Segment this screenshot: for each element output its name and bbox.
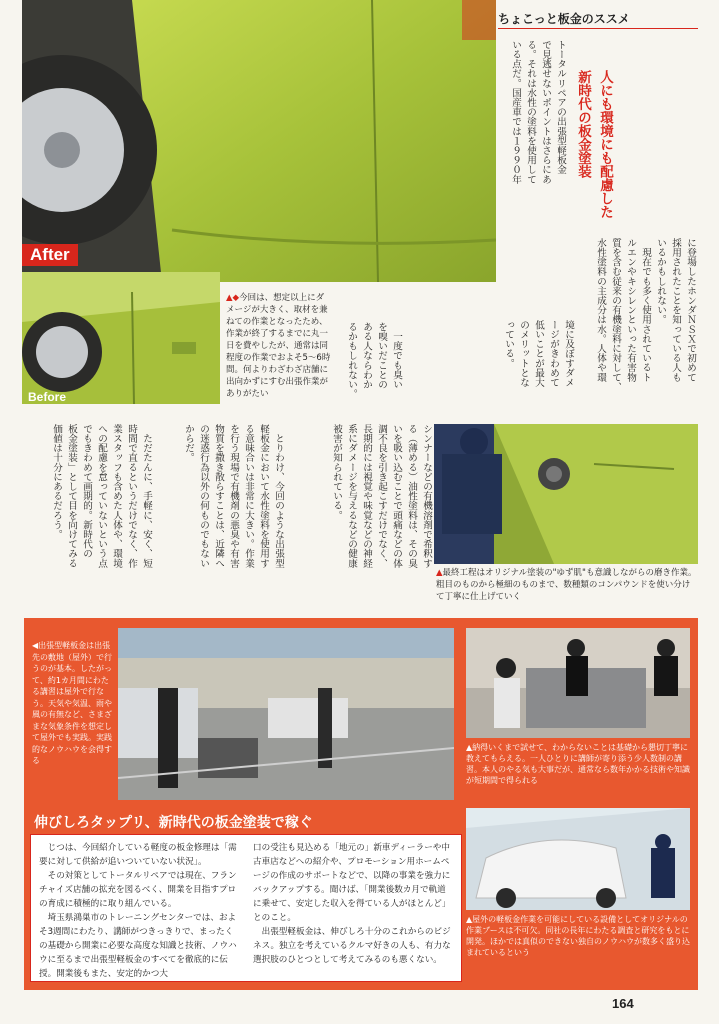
after-label: After	[22, 244, 78, 266]
arrow-up-icon: ▲	[466, 743, 473, 752]
before-label: Before	[28, 390, 67, 404]
before-photo	[22, 272, 220, 404]
caption-text: 納得いくまで試せて、わからないことは基礎から懇切丁寧に教えてもらえる。一人ひとりに講師が寄り添う少人数制の講習。本人のやる気も大事だが、通常なら数年かかる技術や知識が短期間で得られる	[466, 743, 690, 785]
panel-column-2: 口の受注も見込める「地元の」新車ディーラーや中古車店などへの紹介や、プロモーション用ホームページの作成のサポートなどで、以降の事業を強力にバックアップする。聞けば、「開業後数カ月で軌道に乗せて、安定した収入を得ている人がほとんど」とのこと。 出張型軽板金は、伸びしろ十分のこれからのビジネス。独立を考えているクルマ好きの人も、有力な選択肢のひとつとして考えてみるのも悪くない。	[253, 843, 451, 965]
indoor-training-photo	[466, 628, 690, 738]
page-number: 164	[612, 996, 634, 1011]
panel-heading: 伸びしろタップリ、新時代の板金塗装で稼ぐ	[34, 815, 313, 831]
arrow-up-icon: ▲	[466, 915, 473, 924]
panel-text-box	[30, 834, 462, 982]
polishing-caption	[436, 567, 698, 603]
panel-column-1: じつは、今回紹介している軽度の板金修理は「需要に対して供給が追いついていない状況」。 その対策としてトータルリペアでは現在、フランチャイズ店舗の拡充を図るべく、開業を目指すプロの育成に積極的に取り組んでいる。 埼玉県鴻巣市のトレーニングセンターでは、およそ3週間にわたり、講師がつきっきりで、まったくの基礎から開業に必要な高度な知識と技術、ノウハウに至るまで出張型軽板金のすべてを徹底的に伝授。開業後もまた、安定的かつ大	[39, 843, 237, 979]
caption-text: 最終工程はオリジナル塗装の"ゆず肌"も意識しながらの磨き作業。粗目のものから極細のものまで、数種類のコンパウンドを使い分けて丁寧に仕上げていく	[436, 568, 697, 602]
indoor-caption	[466, 742, 690, 786]
caption-text: 屋外の軽板金作業を可能にしている設備としてオリジナルの作業ブースは不可欠。同社の長年にわたる調査と研究をもとに開発。ほかでは真似のできない独自のノウハウが数多く盛り込まれているという	[466, 915, 690, 957]
caption-text: 出張型軽板金は出張先の敷地（屋外）で行うのが基本。したがって、約1カ月間にわたる講習は屋外で行なう。天気や気温、雨や風の有無など、さまざまな気象条件を想定して屋外でも実践。実践的なノウハウを会得する	[32, 641, 112, 765]
body-column-5: シンナーなどの有機溶剤で希釈す る（薄める）油性塗料は、その臭 いを吸い込むことで頭痛などの体 調不良を引き起こすだけでなく、 長期的には視覚や味覚などの神経 系にダメージを与えるなどの健康 被害が知られている。	[331, 424, 432, 568]
arrow-up-icon: ▲◆	[226, 293, 240, 303]
series-title-text: ちょこっと板金のススメ	[498, 12, 630, 26]
body-column-2: に登場したホンダＮＳＸで初めて 採用されたことを知っている人も いるかもしれない。 現在でも多く使用されているト ルエンやキシレンといった有害物 質を含む従来の有機塗料に対して、 水性塗料の主成分は水。人体や環	[595, 238, 696, 392]
polishing-photo	[434, 424, 698, 564]
outdoor-caption	[32, 640, 114, 767]
body-column-1: トータルリペアの出張型軽板金 で見逃せないポイントはさらにあ る。それは水性の塗料を使用して いる点だ。国産車では１９９０年	[510, 40, 566, 184]
series-title	[498, 8, 698, 29]
caption-text: 今回は、想定以上にダメージが大きく、取材を兼ねての作業となったため、作業が終了するまでに丸一日を費やしたが、通常は同程度の作業でおよそ5〜6時間。何よりわざわざ店舗に出向かずにすむ出張作業がありがたい	[226, 293, 331, 399]
booth-caption	[466, 914, 690, 958]
arrow-up-icon: ▲	[436, 568, 443, 578]
arrow-left-icon: ◀	[32, 641, 39, 650]
before-after-caption	[226, 292, 332, 400]
after-photo	[22, 0, 496, 282]
body-column-4: 一度でも臭い を嗅いだことの ある人ならわか るかもしれない。	[346, 322, 402, 399]
subhead-line-2: 新時代の板金塗装	[575, 70, 591, 178]
subhead-2	[572, 38, 616, 238]
booth-photo	[466, 808, 690, 910]
outdoor-training-photo	[118, 628, 454, 800]
body-column-6: とりわけ、今回のような出張型 軽板金において水性塗料を使用す る意味合いは非常に大きい。作業 を行う現場で有機剤の悪臭や有害 物質を撒き散らすことは、近隣へ の迷惑行為以外の何ものでもない からだ。	[183, 424, 284, 568]
body-column-7: ただたんに、手軽に、安く、短 時間で直るというだけでなく、作 業スタッフも含めた人体や、環境 への配慮を怠っていないという点 でもきわめて画期的。新時代の 板金塗装」として目を向けてみる 価値は十分にあるだろう。	[51, 424, 152, 568]
body-column-3: 境に及ぼすダメ ージがきわめて 低いことが最大 のメリットとな っている。	[503, 320, 574, 388]
subhead-line-1: 人にも環境にも配慮した	[597, 70, 613, 219]
